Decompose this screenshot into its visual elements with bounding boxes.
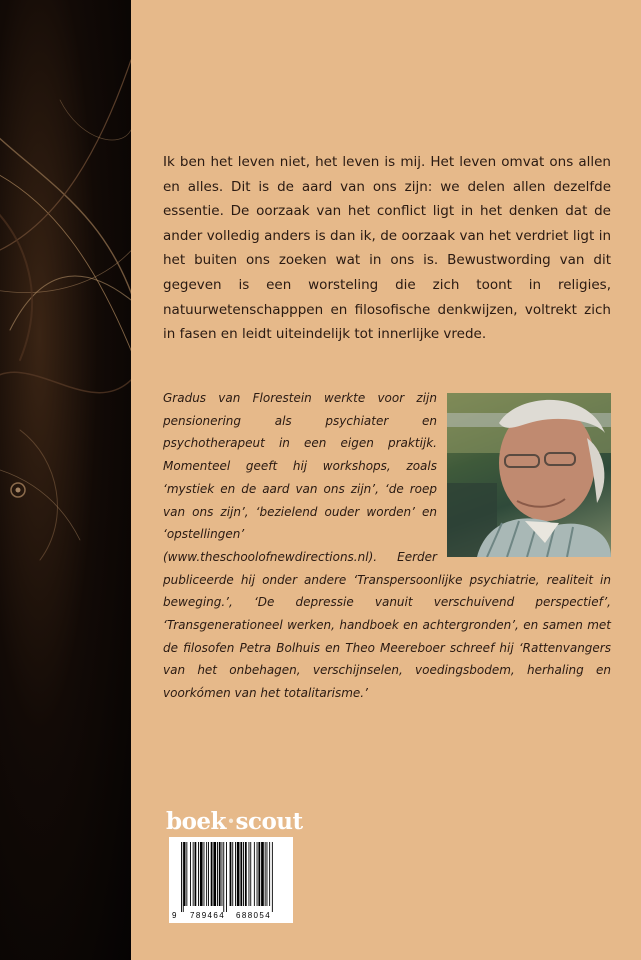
author-bio-text: Gradus van Florestein werkte voor zijn pensionering als psychiater en psychotherapeut in een eigen praktijk. Momenteel geeft hij workshops, zoals ‘mystiek en de aard van ons zijn’, ‘de roep van ons zijn’, ‘bezielend ouder worden’ en ‘opstellingen’ (www.theschoolofnewdirections.nl). Eerder publiceerde hij onder andere ‘Transpersoonlijke psychiatrie, realiteit in beweging.’, ‘De depressie vanuit verschuivend perspectief’, ‘Transgenerationeel werken, handboek en achtergronden’, en samen met de filosofen Petra Bolhuis en Theo Meereboer schreef hij ‘Rattenvangers van het onbehagen, verschijnselen, voedingsbodem, herhaling en voorkómen van het totalitarisme.’	[163, 391, 611, 701]
barcode-bar	[267, 842, 268, 906]
publisher-logo	[166, 808, 303, 835]
barcode-bar	[240, 842, 242, 906]
back-cover	[131, 0, 641, 960]
author-portrait-image	[447, 393, 611, 557]
barcode-bar	[261, 842, 264, 906]
author-bio-block	[163, 387, 611, 705]
cover-artwork-spine	[0, 0, 131, 960]
barcode-graphic	[169, 837, 293, 923]
barcode-bar	[213, 842, 216, 906]
barcode-bar	[269, 842, 270, 906]
barcode-bar	[245, 842, 247, 906]
publisher-logo-part1: boek	[166, 808, 226, 835]
barcode-bar	[193, 842, 194, 906]
barcode-bar	[208, 842, 209, 906]
publisher-logo-separator: ·	[227, 808, 235, 835]
isbn-right-group: 688054	[236, 911, 272, 920]
barcode-bar	[250, 842, 251, 906]
barcode-bar	[249, 842, 250, 906]
barcode-bar	[223, 842, 224, 912]
barcode-bar	[206, 842, 207, 906]
blurb-text: Ik ben het leven niet, het leven is mij. Het leven omvat ons allen en alles. Dit is de aard van ons zijn: we delen allen dezelfde essentie. De oorzaak van het conflict ligt in het denken dat de ander volledig anders is dan ik, de oorzaak van het verdriet ligt in het buiten ons zoeken wat in ons is. Bewustwording van dit gegeven is een worsteling die zich toont in religies, natuurwetenschapppen en filosofische denkwijzen, voltrekt zich in fasen en leidt uiteindelijk tot innerlijke vrede.	[163, 154, 611, 343]
barcode-bar	[183, 842, 184, 912]
barcode-bar	[211, 842, 213, 906]
barcode-bar	[204, 842, 205, 906]
barcode-bar	[226, 842, 227, 912]
publisher-logo-part2: scout	[235, 808, 303, 835]
barcode-bar	[217, 842, 218, 906]
barcode-bar	[254, 842, 255, 906]
barcode-bar	[195, 842, 197, 906]
barcode-bar	[181, 842, 182, 912]
barcode-bar	[190, 842, 191, 906]
isbn-left-group: 789464	[190, 911, 226, 920]
barcode-bar	[237, 842, 240, 906]
author-photo	[447, 393, 611, 557]
barcode-bar	[272, 842, 273, 912]
barcode-bar	[265, 842, 266, 906]
barcode-bar	[258, 842, 260, 906]
barcode-bar	[222, 842, 223, 906]
barcode-bar	[257, 842, 258, 906]
abstract-light-streaks	[0, 0, 131, 960]
barcode-bar	[230, 842, 232, 906]
barcode-bar	[200, 842, 203, 906]
barcode-bar	[243, 842, 244, 906]
isbn-barcode	[169, 837, 293, 923]
barcode-bar	[198, 842, 199, 906]
barcode-bar	[184, 842, 186, 906]
barcode-bar	[186, 842, 187, 906]
isbn-lead-digit: 9	[172, 911, 177, 920]
barcode-bar	[232, 842, 233, 906]
barcode-bar	[235, 842, 236, 906]
barcode-bar	[219, 842, 221, 906]
